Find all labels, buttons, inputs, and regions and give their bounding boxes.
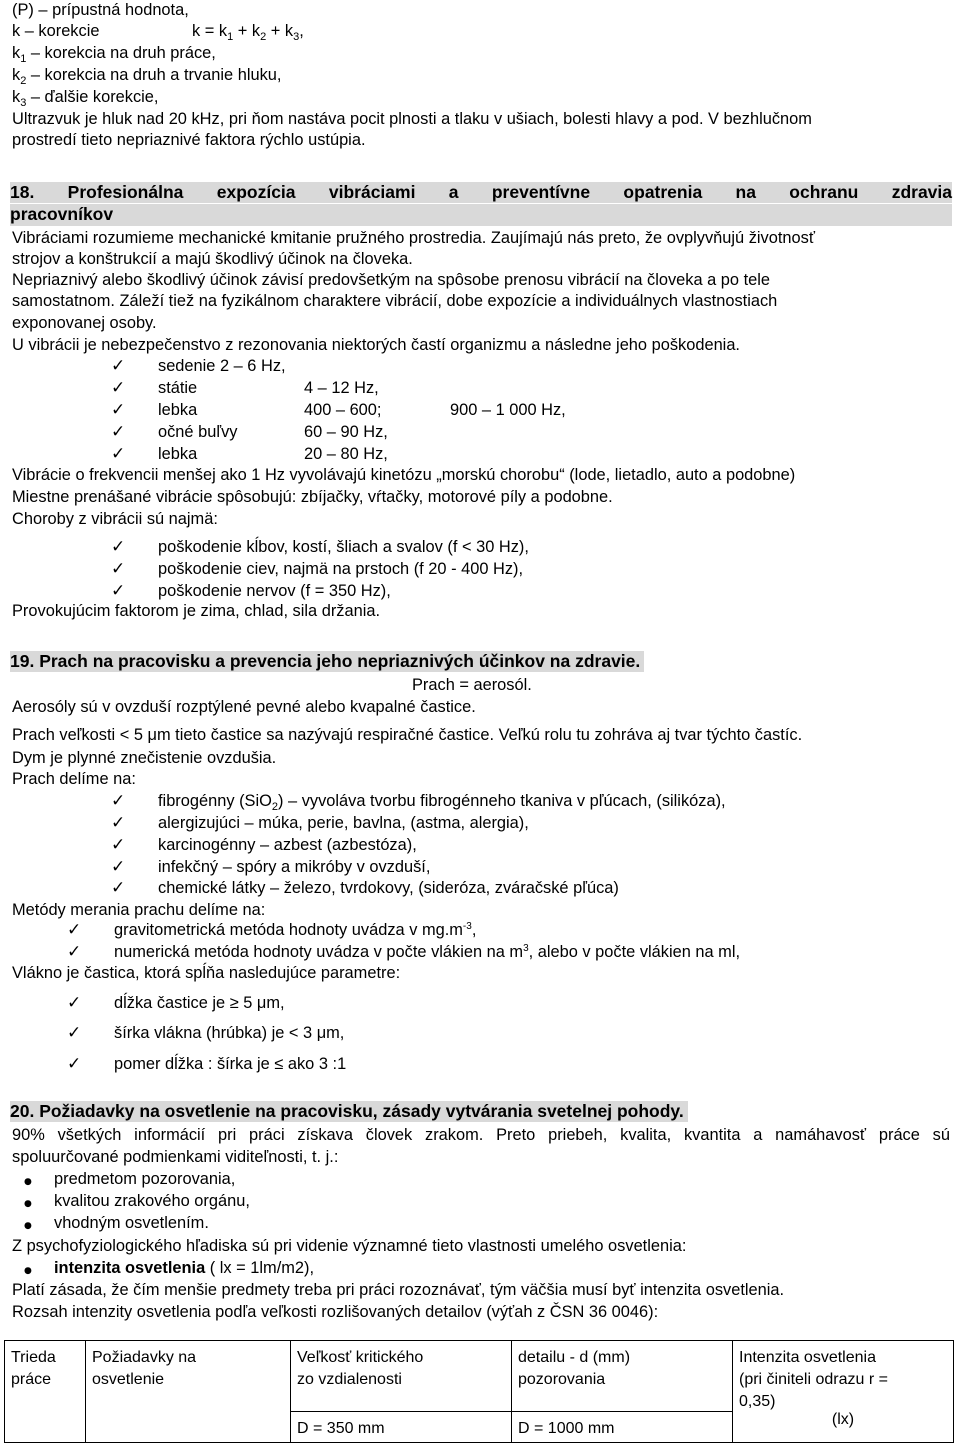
- list-item: [12, 1213, 209, 1236]
- s18-p5: exponovanej osoby.: [12, 314, 157, 332]
- bullet-icon: ●: [24, 1177, 32, 1187]
- s20-p3: Z psychofyziologického hľadiska sú pri videnie významné tieto vlastnosti umelého osvetlenia:: [12, 1237, 687, 1255]
- resonance-part: sedenie 2 – 6 Hz,: [158, 357, 286, 375]
- illumination-table: [4, 1340, 954, 1443]
- dust-type-desc: – železo, tvrdokovy, (sideróza, zváračské pľúca): [265, 879, 619, 897]
- th-detail: detailu - d (mm): [518, 1349, 631, 1366]
- section-20-heading: 20. Požiadavky na osvetlenie na pracovisku, zásady vytvárania svetelnej pohody.: [10, 1101, 688, 1122]
- dust-type-desc: – azbest (azbestóza),: [255, 836, 417, 854]
- ultrasound-line2: prostredí tieto nepriaznivé faktora rýchlo ustúpia.: [12, 131, 366, 149]
- method2-end: , alebo v počte vlákien na ml,: [528, 943, 741, 961]
- disease-text: poškodenie kĺbov, kostí, šliach a svalov (f < 30 Hz),: [158, 538, 529, 556]
- dust-type-desc: – vyvoláva tvorbu fibrogénneho tkaniva v pľúcach, (silikóza),: [283, 792, 726, 810]
- s18-p2: strojov a konštrukcií a majú škodlivý účinok na človeka.: [12, 250, 413, 268]
- disease-text: poškodenie nervov (f = 350 Hz),: [158, 582, 391, 600]
- dust-type-name: chemické látky: [158, 879, 266, 897]
- list-item: [111, 537, 529, 557]
- dust-type-name: infekčný: [158, 858, 219, 876]
- bullet-icon: ●: [24, 1221, 32, 1231]
- method-numeric: [67, 942, 741, 962]
- list-item: [111, 422, 388, 442]
- intensity-unit: ( lx = 1lm/m2),: [205, 1259, 315, 1277]
- dust-type-name: alergizujúci: [158, 814, 240, 832]
- check-icon: ✓: [111, 422, 126, 442]
- list-item: [111, 857, 431, 877]
- list-item: [111, 813, 529, 833]
- k-formula-sub2: 2: [260, 31, 267, 43]
- resonance-part: lebka: [158, 401, 198, 419]
- check-icon: ✓: [111, 878, 126, 898]
- k2-text: – korekcia na druh a trvanie hluku,: [26, 66, 282, 84]
- resonance-value2: 900 – 1 000 Hz,: [450, 401, 566, 419]
- table-header-cell: [5, 1341, 86, 1443]
- check-icon: ✓: [111, 356, 126, 376]
- check-icon: ✓: [67, 993, 82, 1013]
- check-icon: ✓: [67, 942, 82, 962]
- list-item: [111, 835, 417, 855]
- table-row: [5, 1341, 954, 1412]
- section-19-heading: 19. Prach na pracovisku a prevencia jeho nepriaznivých účinkov na zdravie.: [10, 651, 644, 672]
- check-icon: ✓: [111, 537, 126, 557]
- th-class2: práce: [11, 1371, 52, 1388]
- method1-text: gravitometrická metóda hodnoty uvádza v mg.m: [114, 921, 463, 939]
- intensity-label: intenzita osvetlenia: [54, 1259, 206, 1277]
- ultrasound-line1: Ultrazvuk je hluk nad 20 kHz, pri ňom nastáva pocit plnosti a tlaku v ušiach, bolesti hlavy a pod. V bezhlučnom: [12, 110, 812, 128]
- k3-line: [12, 87, 158, 109]
- table-cell: D = 1000 mm: [512, 1412, 733, 1443]
- k2-line: [12, 65, 281, 87]
- method1-sup: -3: [462, 921, 472, 932]
- k-formula-sub1: 1: [227, 31, 234, 43]
- k-formula-lhs: k = k: [192, 22, 228, 40]
- list-item: [111, 400, 566, 420]
- check-icon: ✓: [111, 835, 126, 855]
- th-unit: (lx): [831, 1411, 855, 1428]
- s19-p5: Metódy merania prachu delíme na:: [12, 901, 266, 919]
- check-icon: ✓: [111, 378, 126, 398]
- k-formula-end: ,: [299, 22, 304, 40]
- dust-type-close: ): [278, 792, 284, 810]
- list-item: [111, 378, 379, 398]
- check-icon: ✓: [67, 920, 82, 940]
- table-header-cell: [86, 1341, 291, 1443]
- list-item: [67, 1054, 347, 1074]
- section-18-heading-line1: 18. Profesionálna expozícia vibráciami a preventívne opatrenia na ochranu zdravia: [10, 182, 952, 202]
- list-item: [111, 444, 388, 464]
- resonance-value: 4 – 12 Hz,: [304, 379, 379, 397]
- s20-p4: Platí zásada, že čím menšie predmety treba pri práci rozoznávať, tým väčšia musí byť intenzita osvetlenia.: [12, 1281, 785, 1299]
- check-icon: ✓: [111, 581, 126, 601]
- k3-sub: 3: [20, 97, 27, 109]
- check-icon: ✓: [111, 444, 126, 464]
- check-icon: ✓: [111, 400, 126, 420]
- s19-p2: Prach veľkosti < 5 μm tieto častice sa nazývajú respiračné častice. Veľkú rolu tu zohráva aj tvar týchto častíc.: [12, 726, 803, 744]
- bullet-icon: ●: [24, 1199, 32, 1209]
- s19-p4: Prach delíme na:: [12, 770, 136, 788]
- bullet-icon: ●: [24, 1266, 32, 1276]
- resonance-value: 60 – 90 Hz,: [304, 423, 388, 441]
- dust-type-sub: 2: [271, 801, 279, 813]
- k-label: k – korekcie: [12, 22, 100, 40]
- list-item: [67, 1023, 345, 1043]
- th-req2: osvetlenie: [92, 1371, 165, 1388]
- resonance-part: lebka: [158, 445, 198, 463]
- check-icon: ✓: [67, 1054, 82, 1074]
- method-gravimetric: [67, 920, 477, 940]
- s18-p3: Nepriaznivý alebo škodlivý účinok závisí predovšetkým na spôsobe prenosu vibrácií na človeka a po tele: [12, 271, 771, 289]
- list-item: [111, 559, 524, 579]
- k1-sub: 1: [20, 53, 27, 65]
- fiber-param: dĺžka častice je ≥ 5 μm,: [114, 994, 285, 1012]
- th-req: Požiadavky na: [92, 1349, 197, 1366]
- dust-type-name: fibrogénny (SiO: [158, 792, 272, 810]
- condition-text: vhodným osvetlením.: [54, 1214, 209, 1232]
- dust-type-name: karcinogénny: [158, 836, 256, 854]
- check-icon: ✓: [111, 857, 126, 877]
- k-formula-sub3: 3: [293, 31, 300, 43]
- table-header-cell: [291, 1341, 512, 1412]
- table-header-cell: [733, 1341, 954, 1443]
- s19-center: Prach = aerosól.: [412, 676, 532, 694]
- s19-p3: Dym je plynné znečistenie ovzdušia.: [12, 749, 277, 767]
- resonance-value: 400 – 600;: [304, 401, 382, 419]
- s18-p1: Vibráciami rozumieme mechanické kmitanie pružného prostredia. Zaujímajú nás preto, že ovplyvňujú životnosť: [12, 229, 815, 247]
- th-size: Veľkosť kritického: [297, 1349, 424, 1366]
- k1-text: – korekcia na druh práce,: [26, 44, 216, 62]
- condition-text: kvalitou zrakového orgánu,: [54, 1192, 250, 1210]
- s18-p4: samostatnom. Záleží tiež na fyzikálnom charaktere vibrácií, dobe expozície a individuálnych vlastnostiach: [12, 292, 778, 310]
- s19-p1: Aerosóly sú v ovzduší rozptýlené pevné alebo kvapalné častice.: [12, 698, 476, 716]
- s18-p7: Vibrácie o frekvencii menšej ako 1 Hz vyvolávajú kinetózu „morskú chorobu“ (lode, lietadlo, auto a podobne): [12, 466, 796, 484]
- p-label: (P) – prípustná hodnota,: [12, 1, 189, 19]
- s20-p5: Rozsah intenzity osvetlenia podľa veľkosti rozlišovaných detailov (výťah z ČSN 36 0046):: [12, 1303, 659, 1321]
- list-item: [111, 581, 391, 601]
- list-item: [12, 1169, 235, 1192]
- fiber-param: pomer dĺžka : šírka je ≤ ako 3 :1: [114, 1055, 347, 1073]
- k-formula: [192, 21, 304, 43]
- fiber-param: šírka vlákna (hrúbka) je < 3 μm,: [114, 1024, 345, 1042]
- method2-text: numerická metóda hodnoty uvádza v počte vlákien na m: [114, 943, 524, 961]
- k3-text: – ďalšie korekcie,: [26, 88, 159, 106]
- check-icon: ✓: [111, 813, 126, 833]
- th-int3: 0,35): [739, 1393, 776, 1410]
- list-item: [67, 993, 285, 1013]
- list-item: [12, 1191, 250, 1214]
- k-formula-plus2: + k: [266, 22, 294, 40]
- check-icon: ✓: [111, 559, 126, 579]
- s18-p10: Provokujúcim faktorom je zima, chlad, sila držania.: [12, 602, 381, 620]
- s20-p2: spoluurčované podmienkami viditeľnosti, t. j.:: [12, 1148, 339, 1166]
- k3-k: k: [12, 88, 21, 106]
- list-item: [111, 791, 726, 813]
- list-item: [111, 356, 286, 376]
- k-formula-plus1: + k: [233, 22, 261, 40]
- resonance-part: očné buľvy: [158, 423, 238, 441]
- method1-end: ,: [471, 921, 477, 939]
- table-cell: D = 350 mm: [291, 1412, 512, 1443]
- th-class: Trieda: [11, 1349, 56, 1366]
- resonance-value: 20 – 80 Hz,: [304, 445, 388, 463]
- check-icon: ✓: [67, 1023, 82, 1043]
- k1-k: k: [12, 44, 21, 62]
- s20-p1: 90% všetkých informácií pri práci získava človek zrakom. Preto priebeh, kvalita, kvantita a namáhavosť práce sú: [12, 1126, 950, 1144]
- list-item: [111, 878, 619, 898]
- table-header-cell: [512, 1341, 733, 1412]
- s18-p8: Miestne prenášané vibrácie spôsobujú: zbíjačky, vŕtačky, motorové píly a podobne.: [12, 488, 613, 506]
- th-size2: zo vzdialenosti: [297, 1371, 402, 1388]
- condition-text: predmetom pozorovania,: [54, 1170, 236, 1188]
- check-icon: ✓: [111, 791, 126, 811]
- s19-p6: Vlákno je častica, ktorá spĺňa nasledujúce parametre:: [12, 964, 401, 982]
- intensity-item: [12, 1258, 314, 1281]
- disease-text: poškodenie ciev, najmä na prstoch (f 20 - 400 Hz),: [158, 560, 524, 578]
- th-int: Intenzita osvetlenia: [739, 1349, 876, 1366]
- s18-p6: U vibrácii je nebezpečenstvo z rezonovania niektorých častí organizmu a následne jeho poškodenia.: [12, 336, 740, 354]
- k-line: [12, 21, 304, 43]
- th-int2: (pri činiteli odrazu r =: [739, 1371, 888, 1388]
- dust-type-desc: – spóry a mikróby v ovzduší,: [218, 858, 431, 876]
- section-18-heading-line2: pracovníkov: [10, 204, 952, 226]
- th-detail2: pozorovania: [518, 1371, 606, 1388]
- dust-type-desc: – múka, perie, bavlna, (astma, alergia),: [240, 814, 529, 832]
- s18-p9: Choroby z vibrácii sú najmä:: [12, 510, 218, 528]
- k2-sub: 2: [20, 75, 27, 87]
- method2-sup: 3: [523, 943, 529, 954]
- k2-k: k: [12, 66, 21, 84]
- resonance-part: státie: [158, 379, 198, 397]
- k1-line: [12, 43, 216, 65]
